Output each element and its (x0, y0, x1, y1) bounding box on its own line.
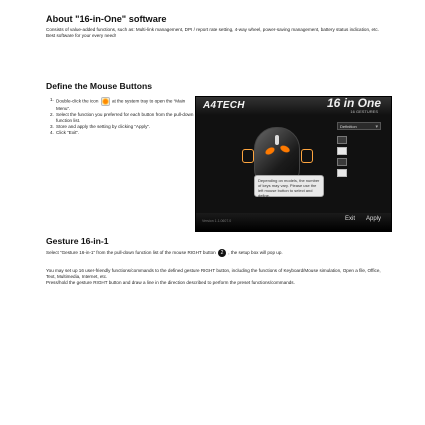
tray-icon (101, 97, 110, 106)
left-button-highlight (264, 146, 276, 156)
section-title-define: Define the Mouse Buttons (46, 81, 152, 91)
main-area (196, 115, 391, 213)
chevron-down-icon: ▾ (375, 124, 378, 130)
step-text: Click “Exit”. (56, 130, 80, 135)
step-number: 2. (50, 112, 54, 117)
step-text: Select the function you preferred for each button from the pull-down function list. (56, 112, 194, 123)
right-button-highlight (279, 144, 291, 154)
side-button-right-icon[interactable] (301, 149, 313, 163)
exit-button[interactable]: Exit (344, 216, 355, 222)
gesture-paragraph-2: You may set up 16 user-friendly functions/commands to the defined gesture RIGHT button, including the functions of Keyboard/Mouse simulation, Open a file, Office, Text, Multimedia, Internet, etc. (46, 268, 381, 279)
mouse-wheel-icon (275, 135, 279, 145)
step-text: Double-click the icon (56, 98, 99, 104)
step-2 (46, 112, 194, 124)
step-number: 4. (50, 130, 54, 135)
section-title-gesture: Gesture 16-in-1 (46, 236, 109, 246)
app-header (196, 97, 391, 115)
gesture-paragraphs (46, 268, 386, 286)
button-mapping-row-3[interactable] (337, 157, 381, 165)
about-text-2: Best software for your every need! (46, 33, 116, 38)
apply-button[interactable]: Apply (365, 216, 381, 222)
step-1 (46, 97, 194, 112)
section-title-about: About "16-in-One" software (46, 14, 167, 24)
side-button-left-icon[interactable] (242, 149, 254, 163)
brand-logo: A4TECH (203, 100, 245, 111)
button-swatch (337, 136, 347, 144)
app-window (195, 96, 392, 232)
button-mapping-row-2[interactable] (337, 146, 381, 154)
function-dropdown[interactable] (337, 122, 381, 130)
app-footer (196, 213, 391, 231)
step-text-after: at the system tray to open the “Main Menu”. (56, 98, 186, 111)
button-mapping-row-4[interactable] (337, 168, 381, 176)
circle-number-icon: 2 (218, 249, 226, 257)
button-swatch (337, 158, 347, 166)
button-swatch (337, 147, 347, 155)
step-number: 3. (50, 124, 54, 129)
step-number: 1. (50, 97, 54, 102)
version-subtitle: 16 GESTURES (350, 109, 378, 114)
about-text: Consists of value-added functions, such as: Multi-link management, DPI / report rate setting, 4-way wheel, power-saving management, battery status indication, etc. (46, 27, 379, 32)
steps-list (46, 97, 194, 136)
button-mapping-row-1[interactable] (337, 135, 381, 143)
gesture-paragraph-3: Press/hold the gesture RIGHT button and draw a line in the direction described to perform the preset functions/commands. (46, 280, 295, 285)
footer-version: Version 1.1.0607.0 (202, 219, 232, 223)
version-badge: 16 in One (326, 96, 381, 110)
dropdown-selected: Definition (340, 124, 357, 129)
gesture-paragraph-1 (46, 249, 386, 257)
gesture-text-b: , the setup box will pop up. (228, 250, 283, 256)
info-tooltip: Depending on models, the number of keys may vary. Please use the left mouse button to select and define. (254, 175, 324, 197)
button-swatch (337, 169, 347, 177)
step-4 (46, 130, 194, 136)
gesture-text-a: Select “Gesture 16-in-1” from the pull-down function list of the mouse RIGHT button (46, 250, 216, 256)
about-paragraph (46, 27, 386, 39)
step-text: Store and apply the setting by clicking “Apply”. (56, 124, 151, 129)
